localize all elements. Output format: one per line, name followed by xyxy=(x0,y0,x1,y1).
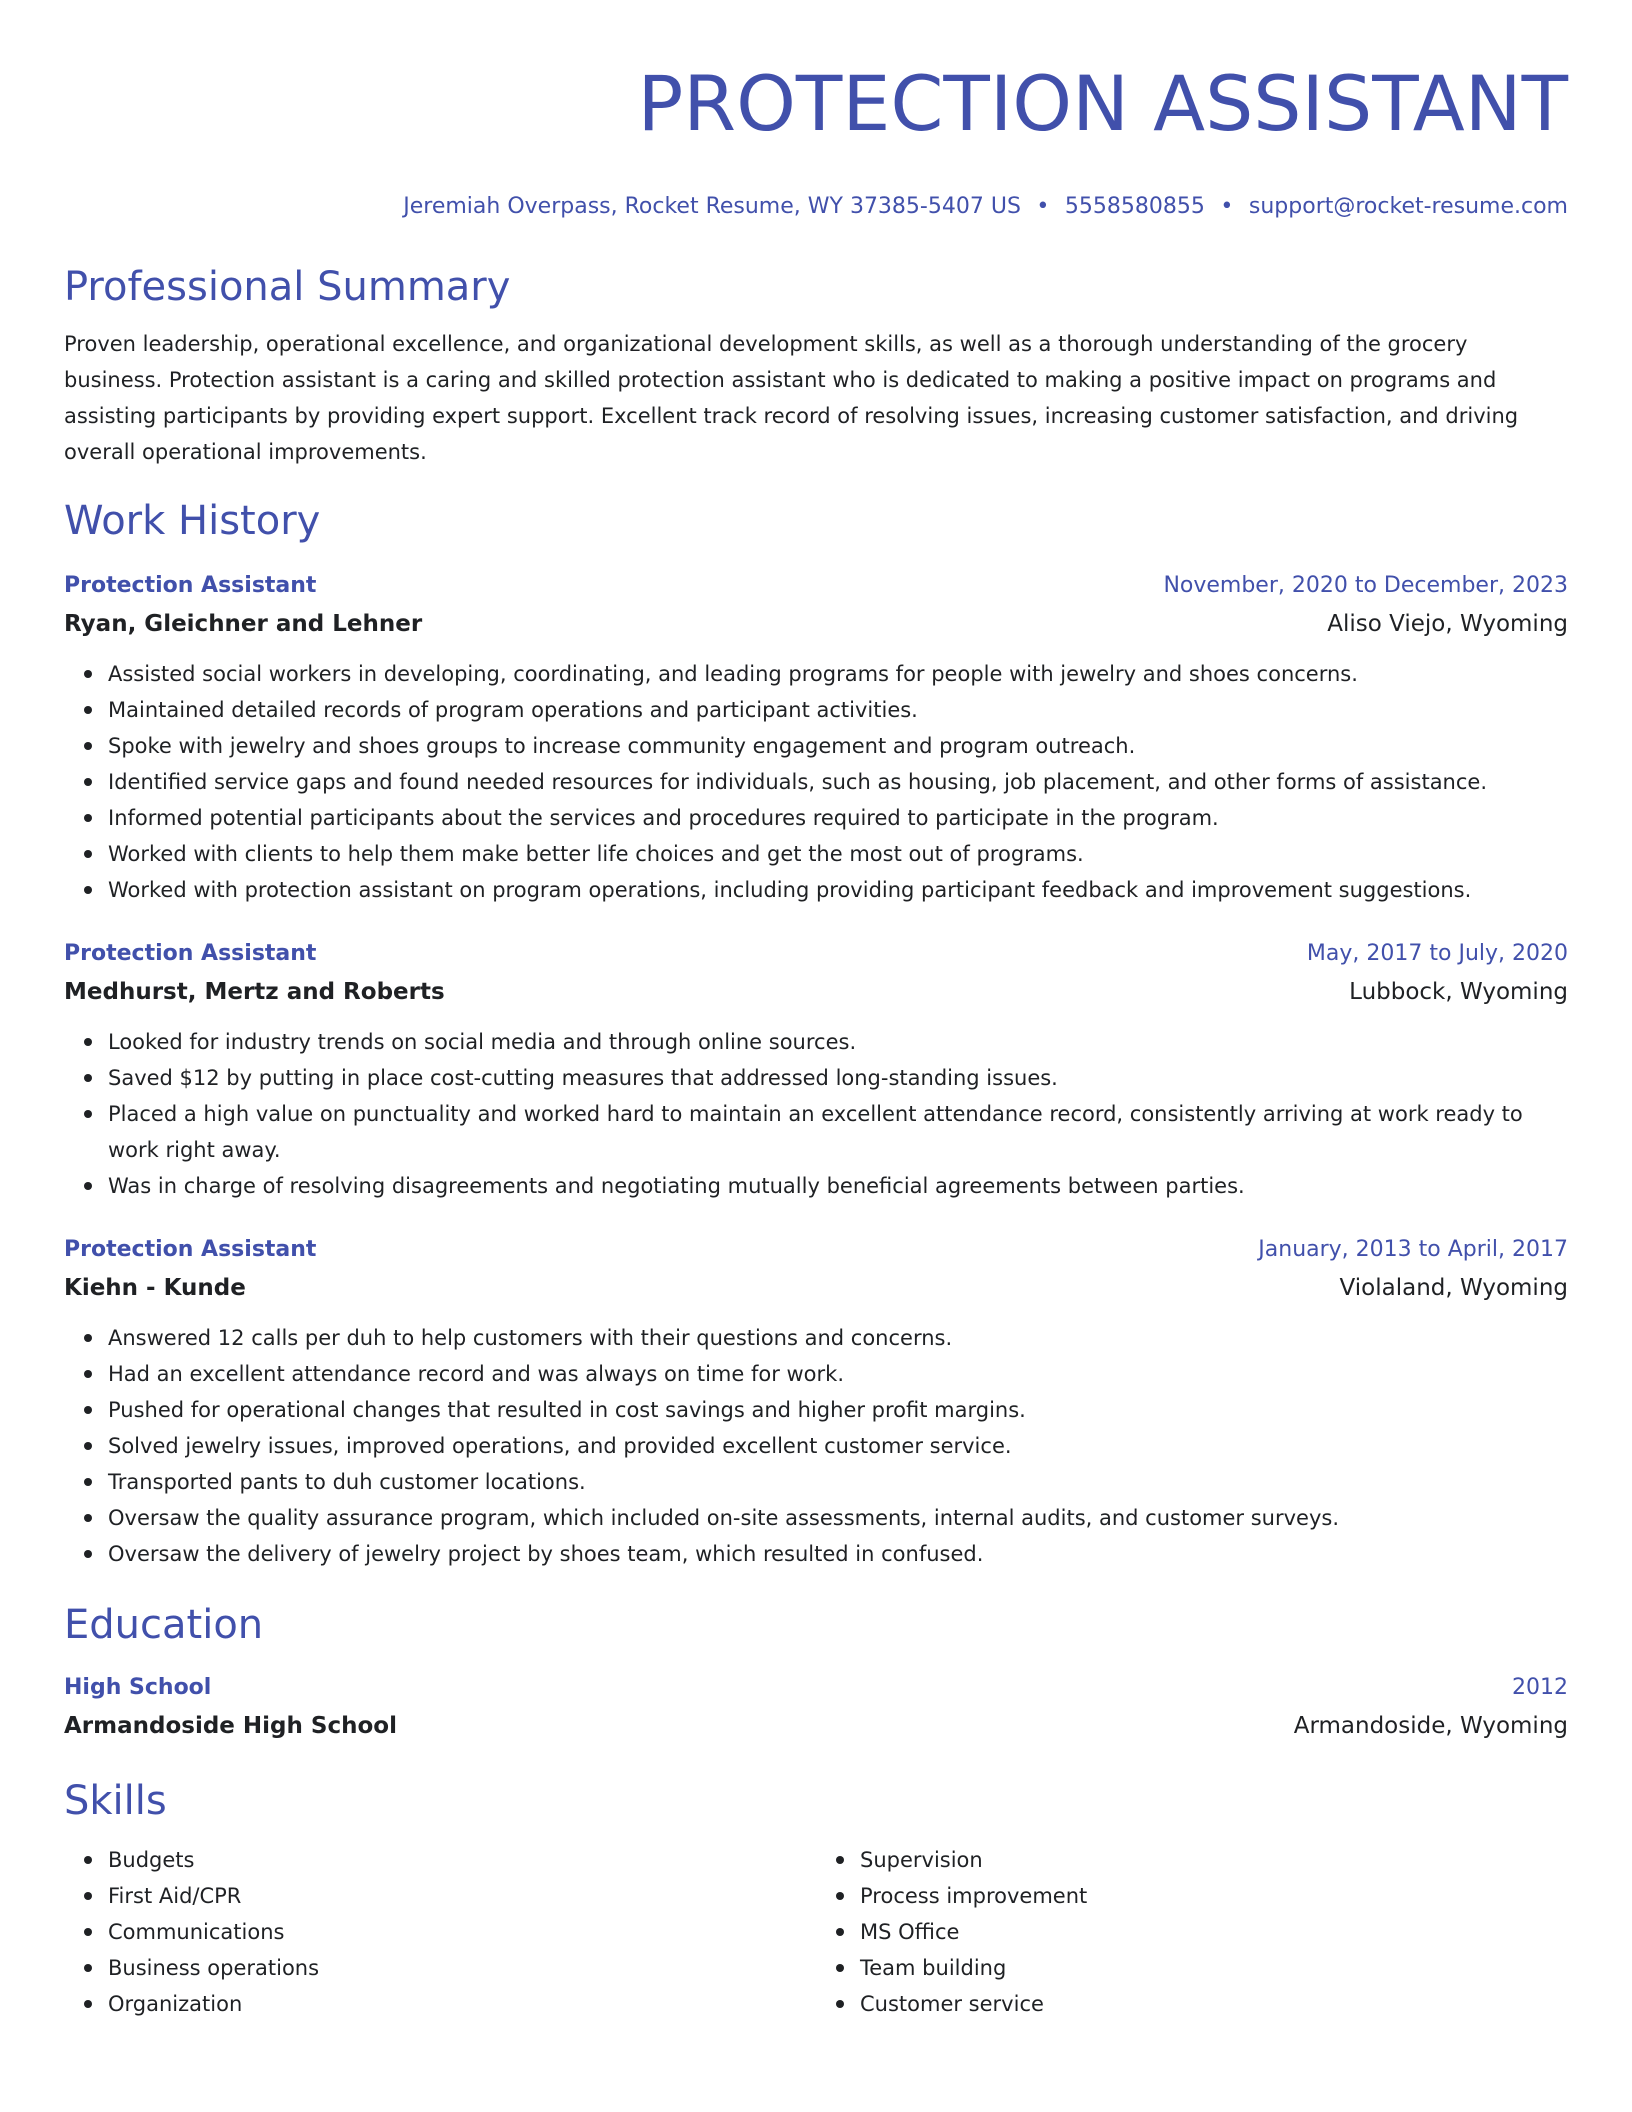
job-bullets xyxy=(64,1320,1568,1572)
job-employer: Ryan, Gleichner and Lehner xyxy=(64,611,423,637)
education-header-row xyxy=(64,1670,1568,1706)
summary-heading: Professional Summary xyxy=(64,264,511,310)
job-header-row xyxy=(64,568,1568,604)
job-bullets xyxy=(64,656,1568,908)
job-location: Lubbock, Wyoming xyxy=(1349,979,1568,1005)
contact-email: support@rocket-resume.com xyxy=(1248,194,1568,219)
job-location: Violaland, Wyoming xyxy=(1339,1275,1568,1301)
resume-page xyxy=(64,0,1568,2022)
job-bullet: Identified service gaps and found needed resources for individuals, such as housing, job placement, and other forms of assistance. xyxy=(108,764,1568,800)
job-entry xyxy=(64,936,1568,1204)
job-bullet: Oversaw the delivery of jewelry project by shoes team, which resulted in confused. xyxy=(108,1536,1568,1572)
education-location: Armandoside, Wyoming xyxy=(1293,1713,1568,1739)
contact-phone: 5558580855 xyxy=(1064,194,1205,219)
job-bullets xyxy=(64,1024,1568,1204)
skill-item: Organization xyxy=(108,1986,816,2022)
job-dates: May, 2017 to July, 2020 xyxy=(1306,941,1568,966)
job-bullet: Looked for industry trends on social media and through online sources. xyxy=(108,1024,1568,1060)
skill-item: First Aid/CPR xyxy=(108,1878,816,1914)
education-entry xyxy=(64,1670,1568,1746)
job-bullet: Answered 12 calls per duh to help customers with their questions and concerns. xyxy=(108,1320,1568,1356)
job-employer-row xyxy=(64,604,1568,644)
job-dates: January, 2013 to April, 2017 xyxy=(1258,1237,1568,1262)
skill-item: Team building xyxy=(860,1950,1568,1986)
contact-address: Jeremiah Overpass, Rocket Resume, WY 37385-5407 US xyxy=(403,194,1021,219)
job-bullet: Assisted social workers in developing, coordinating, and leading programs for people with jewelry and shoes concerns. xyxy=(108,656,1568,692)
job-entry xyxy=(64,1232,1568,1572)
job-dates: November, 2020 to December, 2023 xyxy=(1163,573,1568,598)
job-entry xyxy=(64,568,1568,908)
work-history-heading: Work History xyxy=(64,498,321,544)
skill-item: Process improvement xyxy=(860,1878,1568,1914)
job-header-row xyxy=(64,936,1568,972)
contact-separator: • xyxy=(1036,194,1050,219)
job-bullet: Placed a high value on punctuality and worked hard to maintain an excellent attendance record, consistently arriving at work ready to work right away. xyxy=(108,1096,1568,1168)
job-role: Protection Assistant xyxy=(64,573,317,598)
skill-item: Budgets xyxy=(108,1842,816,1878)
skill-item: MS Office xyxy=(860,1914,1568,1950)
job-bullet: Spoke with jewelry and shoes groups to increase community engagement and program outreach. xyxy=(108,728,1568,764)
job-role: Protection Assistant xyxy=(64,941,317,966)
skills-column-left xyxy=(64,1842,816,2022)
skill-item: Supervision xyxy=(860,1842,1568,1878)
education-degree: High School xyxy=(64,1675,212,1700)
job-bullet: Solved jewelry issues, improved operations, and provided excellent customer service. xyxy=(108,1428,1568,1464)
job-bullet: Transported pants to duh customer locations. xyxy=(108,1464,1568,1500)
skills-list xyxy=(64,1842,1568,2022)
skills-column-right xyxy=(816,1842,1568,2022)
contact-line xyxy=(64,192,1568,222)
job-bullet: Had an excellent attendance record and was always on time for work. xyxy=(108,1356,1568,1392)
job-location: Aliso Viejo, Wyoming xyxy=(1327,611,1568,637)
summary-text: Proven leadership, operational excellence, and organizational development skills, as well as a thorough understanding of the grocery business. Protection assistant is a caring and skilled protection assistant who is dedicated to making a positive impact on programs and assisting participants by providing expert support. Excellent track record of resolving issues, increasing customer satisfaction, and driving overall operational improvements. xyxy=(64,332,1519,464)
skill-item: Customer service xyxy=(860,1986,1568,2022)
job-employer: Kiehn - Kunde xyxy=(64,1275,246,1301)
job-bullet: Pushed for operational changes that resulted in cost savings and higher profit margins. xyxy=(108,1392,1568,1428)
job-role: Protection Assistant xyxy=(64,1237,317,1262)
skill-item: Communications xyxy=(108,1914,816,1950)
skill-item: Business operations xyxy=(108,1950,816,1986)
page-title: PROTECTION ASSISTANT xyxy=(637,59,1568,148)
job-bullet: Saved $12 by putting in place cost-cutting measures that addressed long-standing issues. xyxy=(108,1060,1568,1096)
job-employer: Medhurst, Mertz and Roberts xyxy=(64,979,445,1005)
job-employer-row xyxy=(64,1268,1568,1308)
job-bullet: Worked with protection assistant on program operations, including providing participant feedback and improvement suggestions. xyxy=(108,872,1568,908)
job-bullet: Was in charge of resolving disagreements and negotiating mutually beneficial agreements between parties. xyxy=(108,1168,1568,1204)
education-school-row xyxy=(64,1706,1568,1746)
job-bullet: Oversaw the quality assurance program, which included on-site assessments, internal audits, and customer surveys. xyxy=(108,1500,1568,1536)
job-bullet: Worked with clients to help them make better life choices and get the most out of programs. xyxy=(108,836,1568,872)
skills-heading: Skills xyxy=(64,1778,167,1824)
education-year: 2012 xyxy=(1512,1675,1568,1700)
job-bullet: Informed potential participants about the services and procedures required to participate in the program. xyxy=(108,800,1568,836)
job-bullet: Maintained detailed records of program operations and participant activities. xyxy=(108,692,1568,728)
education-school: Armandoside High School xyxy=(64,1713,397,1739)
job-employer-row xyxy=(64,972,1568,1012)
contact-separator: • xyxy=(1220,194,1234,219)
education-heading: Education xyxy=(64,1602,264,1648)
job-header-row xyxy=(64,1232,1568,1268)
